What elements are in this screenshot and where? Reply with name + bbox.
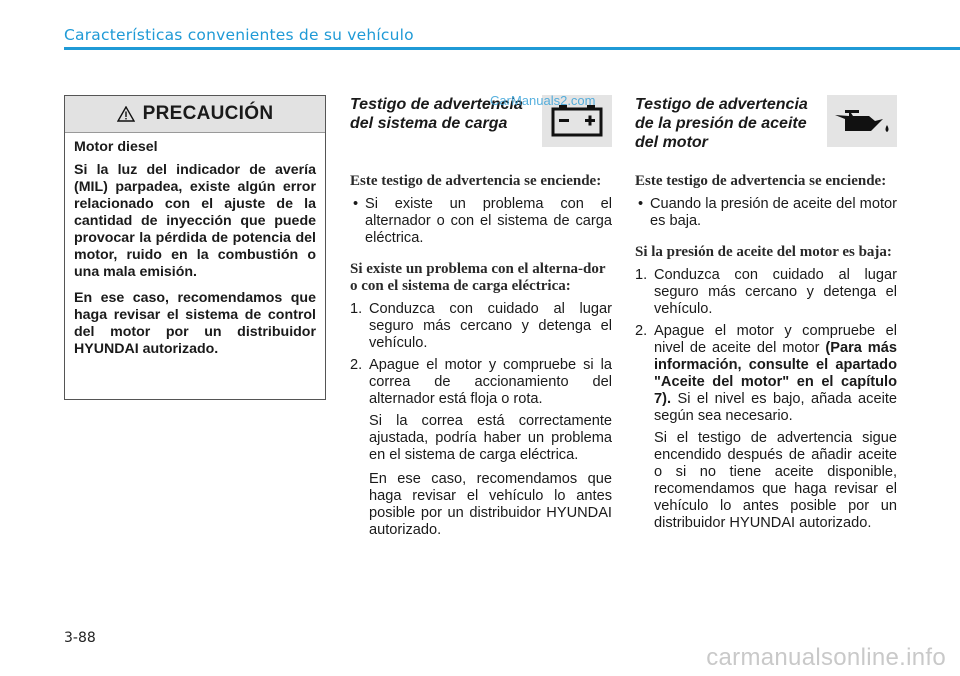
step-number: 1. <box>635 267 648 283</box>
caution-heading: PRECAUCIÓN <box>142 103 274 124</box>
oil-bullet <box>635 196 897 230</box>
step-number: 1. <box>350 301 363 317</box>
oil-step-1-text: Conduzca con cuidado al lugar seguro más cercano y detenga el vehículo. <box>654 267 897 317</box>
caution-header <box>65 96 325 133</box>
oil-can-icon <box>827 95 897 147</box>
charge-step-1-text: Conduzca con cuidado al lugar seguro más cercano y detenga el vehículo. <box>369 301 612 351</box>
site-watermark: carmanualsonline.info <box>706 644 946 671</box>
oil-step-1 <box>635 267 897 318</box>
caution-paragraph-2: En ese caso, recomendamos que haga revisar el sistema de control del motor por un distribuidor HYUNDAI autorizado. <box>74 290 316 357</box>
charge-step-1 <box>350 301 612 352</box>
step-number: 2. <box>635 323 648 339</box>
oil-step-2 <box>635 323 897 425</box>
oil-step-2-text-b: Si el nivel es bajo, añada aceite según sea necesario. <box>654 391 897 424</box>
charge-step-2 <box>350 357 612 408</box>
watermark-text: CarManuals2.com <box>490 93 596 108</box>
oil-note: Si el testigo de advertencia sigue encendido después de añadir aceite o si no tiene aceite disponible, recomendamos que haga revisar el vehículo lo antes posible por un distribuidor HYUNDAI autorizado. <box>654 430 897 531</box>
caution-paragraph-1: Si la luz del indicador de avería (MIL) parpadea, existe algún error relacionado con el ajuste de la cantidad de inyección que puede provocar la pérdida de potencia del motor, ruido en la combustión o una mala emisión. <box>74 162 316 280</box>
warning-triangle-icon <box>117 106 135 122</box>
charge-step-2-text: Apague el motor y compruebe si la correa de accionamiento del alternador está floja o rota. <box>369 357 612 407</box>
header-rule <box>64 47 960 50</box>
caution-box <box>64 95 326 400</box>
charge-note-2: En ese caso, recomendamos que haga revisar el vehículo lo antes posible por un distribuidor HYUNDAI autorizado. <box>369 471 612 538</box>
oil-bullet-text: Cuando la presión de aceite del motor es baja. <box>650 196 897 229</box>
oil-warning-title: Testigo de advertencia de la presión de aceite del motor <box>635 96 808 151</box>
oil-step-2-text-a: Apague el motor y compruebe el nivel de aceite del motor <box>654 323 897 356</box>
bullet-mark: • <box>353 196 359 212</box>
bullet-mark: • <box>638 196 644 212</box>
oil-low-heading: Si la presión de aceite del motor es baja: <box>635 244 892 260</box>
oil-pressure-section <box>635 95 897 539</box>
charge-warning-section <box>350 95 612 546</box>
charge-note-1: Si la correa está correctamente ajustada, podría haber un problema en el sistema de carga eléctrica. <box>369 413 612 463</box>
charge-bullet-text: Si existe un problema con el alternador o con el sistema de carga eléctrica. <box>365 196 612 246</box>
caution-subtitle: Motor diesel <box>74 139 158 155</box>
oil-step-2-reference: (Para más información, consulte el apartado "Aceite del motor" en el capítulo 7). <box>654 340 897 407</box>
charge-bullet <box>350 196 612 247</box>
section-title: Características convenientes de su vehículo <box>64 26 414 44</box>
page-number: 3-88 <box>64 630 96 646</box>
step-number: 2. <box>350 357 363 373</box>
oil-on-heading: Este testigo de advertencia se enciende: <box>635 173 887 189</box>
charge-warning-title: Testigo de advertencia del sistema de carga <box>350 96 523 132</box>
charge-on-heading: Este testigo de advertencia se enciende: <box>350 173 602 189</box>
charge-problem-heading: Si existe un problema con el alterna-dor o con el sistema de carga eléctrica: <box>350 261 606 294</box>
